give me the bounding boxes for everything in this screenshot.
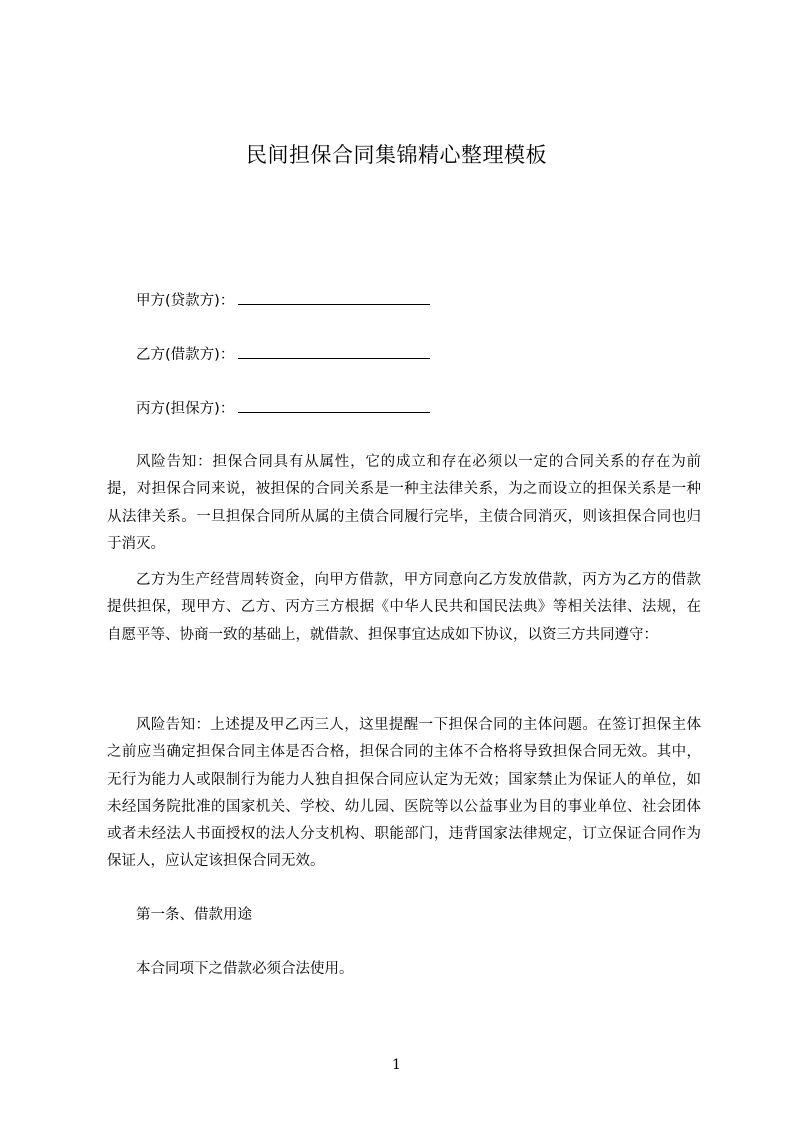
- party-guarantor-blank: [238, 398, 430, 413]
- article-text: 本合同项下之借款必须合法使用。: [136, 961, 354, 977]
- document-title: 民间担保合同集锦精心整理模板: [246, 143, 547, 167]
- party-lender-blank: [238, 290, 430, 305]
- preamble-paragraph: 乙方为生产经营周转资金，向甲方借款，甲方同意向乙方发放借款，丙方为乙方的借款提供担保，现甲方、乙方、丙方三方根据《中华人民共和国民法典》等相关法律、法规，在自愿平等、协商一致的基础上，就借款、担保事宜达成如下协议，以资三方共同遵守：: [107, 572, 701, 643]
- party-guarantor: [136, 398, 430, 420]
- risk-notice-paragraph-1: 风险告知：担保合同具有从属性，它的成立和存在必须以一定的合同关系的存在为前提，对担保合同来说，被担保的合同关系是一种主法律关系，为之而设立的担保关系是一种从法律关系。一旦担保合同所从属的主债合同履行完毕，主债合同消灭，则该担保合同也归于消灭。: [107, 454, 701, 552]
- article-heading: 第一条、借款用途: [136, 907, 252, 923]
- party-lender: [136, 290, 430, 312]
- page-number: 1: [392, 1057, 401, 1073]
- party-guarantor-label: 丙方(担保方)：: [136, 401, 235, 417]
- party-borrower-blank: [238, 344, 430, 359]
- risk-notice-paragraph-2: 风险告知：上述提及甲乙丙三人，这里提醒一下担保合同的主体问题。在签订担保主体之前应当确定担保合同主体是否合格，担保合同的主体不合格将导致担保合同无效。其中，无行为能力人或限制行为能力人独自担保合同应认定为无效；国家禁止为保证人的单位，如未经国务院批准的国家机关、学校、幼儿园、医院等以公益事业为目的事业单位、社会团体或者未经法人书面授权的法人分支机构、职能部门，违背国家法律规定，订立保证合同作为保证人，应认定该担保合同无效。: [107, 717, 701, 870]
- party-borrower: [136, 344, 430, 366]
- party-borrower-label: 乙方(借款方)：: [136, 347, 235, 363]
- party-lender-label: 甲方(贷款方)：: [136, 293, 235, 309]
